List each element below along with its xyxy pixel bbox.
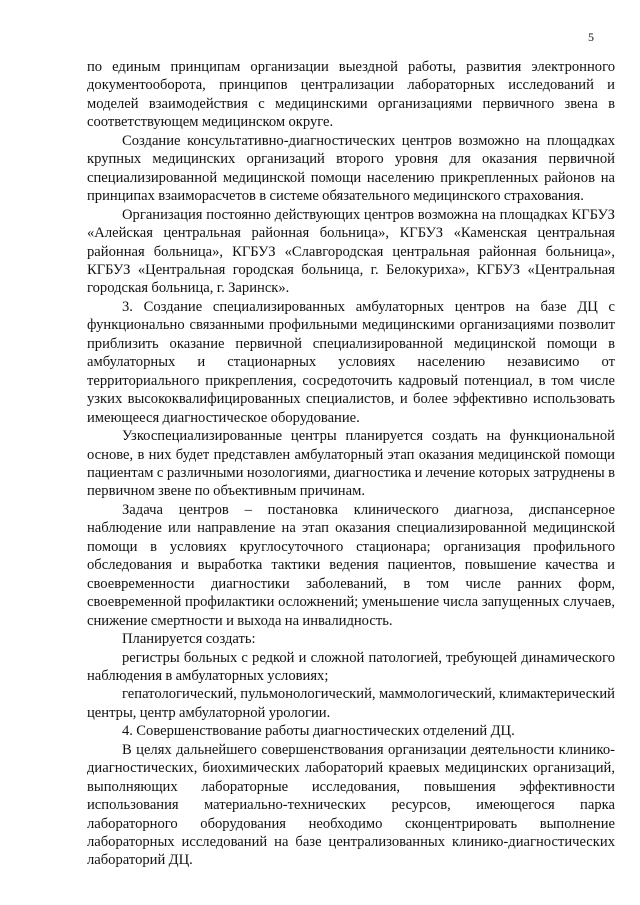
paragraph-specialized-centers: Узкоспециализированные центры планируется создать на функциональной основе, в них будет представлен амбулаторный этап оказания медицинской помощи пациентам с различными нозологиями, диагностика и лечение которых затруднены в первичном звене по объективным причинам. xyxy=(87,428,615,500)
paragraph-consultative-centers: Создание консультативно-диагностических центров возможно на площадках крупных медицинских организаций второго уровня для оказания первичной специализированной медицинской помощи населению прикрепленных районов на принципах взаиморасчетов в системе обязательного медицинского страхования. xyxy=(87,132,615,205)
paragraph-planned: Планируется создать: xyxy=(122,631,256,648)
paragraph-permanent-centers: Организация постоянно действующих центров возможна на площадках КГБУЗ «Алейская центральная районная больница», КГБУЗ «Каменская центральная районная больница», КГБУЗ «Славгородская центральная районная больница», КГБУЗ «Центральная городская больница, г. Белокуриха», КГБУЗ «Центральная городская больница, г. Заринск». xyxy=(87,206,615,297)
paragraph-registries: регистры больных с редкой и сложной патологией, требующей динамического наблюдения в амбулаторных условиях; xyxy=(87,649,615,684)
page-number: 5 xyxy=(588,30,594,44)
paragraph-continuation: по единым принципам организации выездной работы, развития электронного документооборота, принципов централизации лабораторных исследований и моделей взаимодействия с медицинскими организациями первичного звена в соответствующем медицинском округе. xyxy=(87,59,615,131)
document-body xyxy=(87,58,615,870)
paragraph-item-4: 4. Совершенствование работы диагностических отделений ДЦ. xyxy=(122,723,515,740)
paragraph-centers-task: Задача центров – постановка клинического диагноза, диспансерное наблюдение или направление на этап оказания специализированной медицинской помощи в условиях круглосуточного стационара; организация профильного обследования и выработка тактики ведения пациентов, повышение качества и своевременности диагностики заболеваний, в том числе ранних форм, своевременной профилактики осложнений; уменьшение числа запущенных случаев, снижение смертности и выхода на инвалидность. xyxy=(87,501,615,629)
paragraph-laboratories: В целях дальнейшего совершенствования организации деятельности клинико-диагностических, биохимических лабораторий краевых медицинских организаций, выполняющих лабораторные исследования, повышения эффективности использования материально-технических ресурсов, имеющегося парка лабораторного оборудования необходимо сконцентрировать выполнение лабораторных исследований на базе централизованных клинико-диагностических лабораторий ДЦ. xyxy=(87,741,615,869)
paragraph-item-3: 3. Создание специализированных амбулаторных центров на базе ДЦ с функционально связанными профильными медицинскими организациями позволит приблизить оказание первичной специализированной медицинской помощи в амбулаторных и стационарных условиях населению независимо от территориального прикрепления, сосредоточить кадровый потенциал, в том числе узких высококвалифицированных специалистов, и более эффективно использовать имеющееся диагностическое оборудование. xyxy=(87,298,615,426)
paragraph-centers-list: гепатологический, пульмонологический, маммологический, климактерический центры, центр амбулаторной урологии. xyxy=(87,686,615,721)
